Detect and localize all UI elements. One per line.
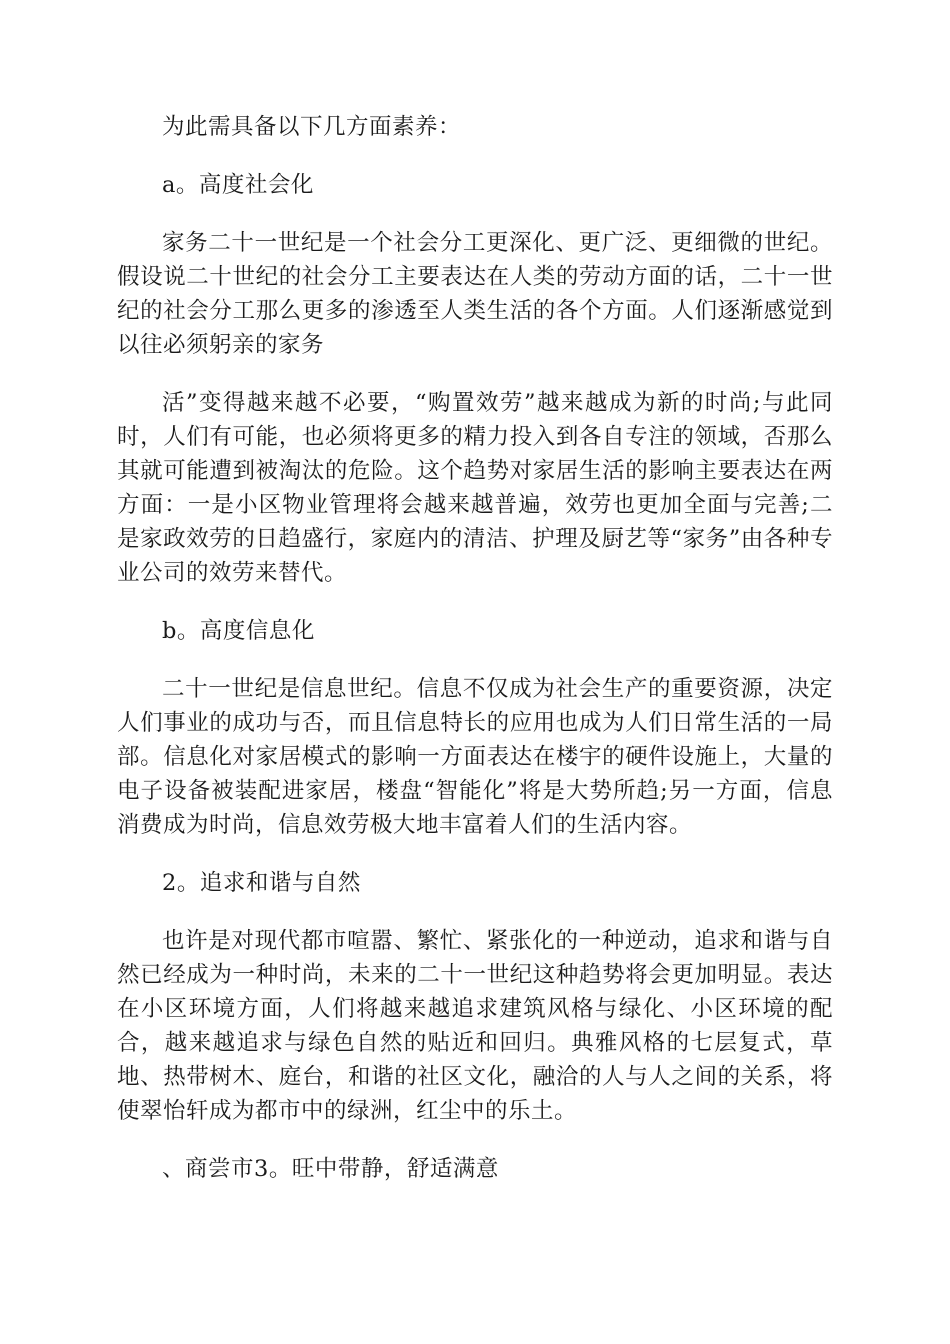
- heading-a-socialization: a。高度社会化: [162, 172, 314, 198]
- document-body: [117, 110, 833, 1210]
- heading-2-harmony-nature: 2。追求和谐与自然: [162, 870, 361, 896]
- paragraph-harmony-nature: 也许是对现代都市喧嚣、繁忙、紧张化的一种逆动，追求和谐与自然已经成为一种时尚，未来的二十一世纪这种趋势将会更加明显。表达在小区环境方面，人们将越来越追求建筑风格与绿化、小区环境的配合，越来越追求与绿色自然的贴近和回归。典雅风格的七层复式，草地、热带树木、庭台，和谐的社区文化，融洽的人与人之间的关系，将使翠怡轩成为都市中的绿洲，红尘中的乐土。: [117, 928, 833, 1124]
- paragraph-services-trend: 活”变得越来越不必要，“购置效劳”越来越成为新的时尚;与此同时，人们有可能，也必须将更多的精力投入到各自专注的领域，否那么其就可能遭到被淘汰的危险。这个趋势对家居生活的影响主要表达在两方面：一是小区物业管理将会越来越普遍，效劳也更加全面与完善;二是家政效劳的日趋盛行，家庭内的清洁、护理及厨艺等“家务”由各种专业公司的效劳来替代。: [117, 390, 833, 586]
- heading-b-informatization: b。高度信息化: [162, 618, 315, 644]
- paragraph-informatization: 二十一世纪是信息世纪。信息不仅成为社会生产的重要资源，决定人们事业的成功与否，而且信息特长的应用也成为人们日常生活的一局部。信息化对家居模式的影响一方面表达在楼宇的硬件设施上，大量的电子设备被装配进家居，楼盘“智能化”将是大势所趋;另一方面，信息消费成为时尚，信息效劳极大地丰富着人们的生活内容。: [117, 676, 833, 838]
- paragraph-socialization: 家务二十一世纪是一个社会分工更深化、更广泛、更细微的世纪。假设说二十世纪的社会分工主要表达在人类的劳动方面的话，二十一世纪的社会分工那么更多的渗透至人类生活的各个方面。人们逐渐感觉到以往必须躬亲的家务: [117, 230, 833, 358]
- intro-line: 为此需具备以下几方面素养：: [162, 114, 462, 140]
- heading-3-quiet-comfort: 、商尝市3。旺中带静，舒适满意: [162, 1156, 499, 1182]
